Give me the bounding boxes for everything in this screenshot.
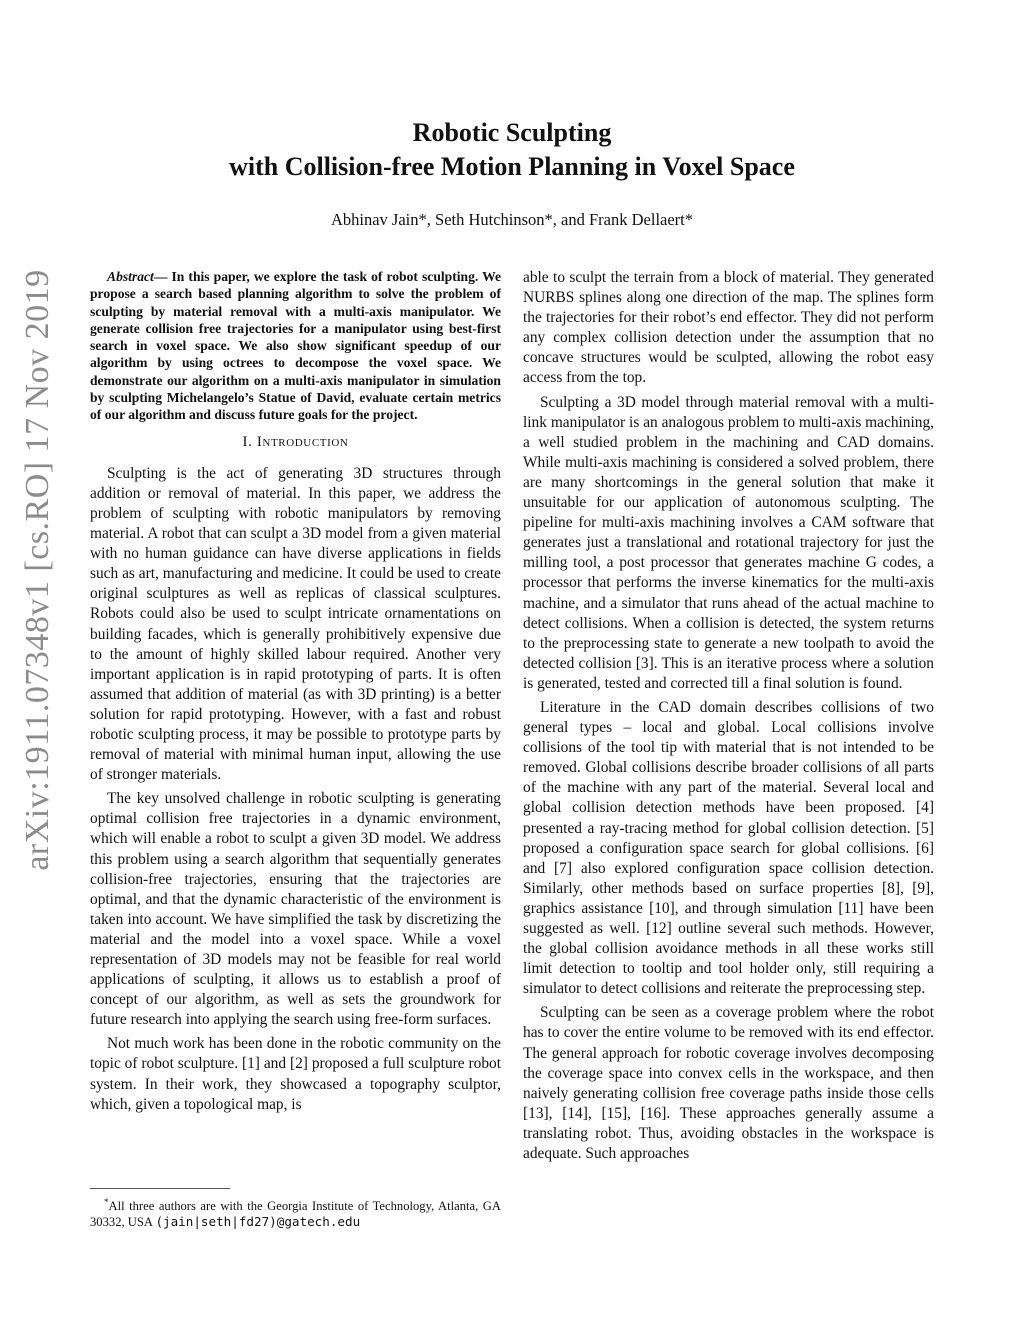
section-title: Introduction (256, 433, 349, 450)
section-heading-introduction (90, 432, 501, 452)
right-paragraph-1: able to sculpt the terrain from a block of material. They generated NURBS splines along one direction of the map. The splines form the trajectories for their robot’s end effector. They did not perform any complex collision detection under the assumption that no concave structures would be sculpted, allowing the robot easy access from the top. (523, 269, 934, 387)
arxiv-id-text: arXiv:1911.07348v1 [cs.RO] 17 Nov 2019 (19, 269, 56, 871)
intro-paragraph-2: The key unsolved challenge in robotic sculpting is generating optimal collision free trajectories in a dynamic environment, which will enable a robot to sculpt a given 3D model. We address this problem using a search algorithm that sequentially generates collision-free trajectories, ensuring that the trajectories are optimal, and that the dynamic characteristic of the environment is taken into account. We have simplified the task by discretizing the material and the model into a voxel space. While a voxel representation of 3D models may not be feasible for real world applications of sculpting, it allows us to establish a proof of concept of our algorithm, as well as sets the groundwork for future research into applying the search using free-form surfaces. (90, 790, 501, 1029)
footnote-email: (jain|seth|fd27)@gatech.edu (155, 1214, 361, 1230)
title-line-2: with Collision-free Motion Planning in Voxel Space (229, 152, 795, 181)
intro-paragraph-1: Sculpting is the act of generating 3D structures through addition or removal of material. In this paper, we address the problem of sculpting with robotic manipulators by removing material. A robot that can sculpt a 3D model from a given material with no human guidance can have diverse applications in fields such as art, manufacturing and medicine. It could be used to create original sculptures as well as replicas of classical sculptures. Robots could also be used to sculpt intricate ornamentations on building facades, which is generally prohibitively expensive due to the amount of highly skilled labour required. Another very important application is in rapid prototyping of parts. It is often assumed that addition of material (as with 3D printing) is a better solution for rapid prototyping. However, with a fast and robust robotic sculpting process, it may be possible to prototype parts by removal of material with minimal human input, allowing the use of stronger materials. (90, 464, 501, 784)
right-column (523, 268, 934, 1168)
intro-paragraph-3: Not much work has been done in the robotic community on the topic of robot sculpture. [1] and [2] proposed a full sculpture robot system. In their work, they showcased a topography sculptor, which, given a topological map, is (90, 1035, 501, 1113)
left-column (90, 268, 501, 1119)
footnote-text: All three authors are with the Georgia Institute of Technology, Atlanta, GA 30332, USA (90, 1199, 501, 1230)
right-paragraph-2: Sculpting a 3D model through material removal with a multi-link manipulator is an analogous problem to multi-axis machining, a well studied problem in the machining and CAD domains. While multi-axis machining is considered a solved problem, there are many shortcomings in the general solution that make it unsuitable for our application of autonomous sculpting. The pipeline for multi-axis machining involves a CAM software that generates just a translational and rotational trajectory for just the milling tool, a post processor that generates machine G codes, a processor that performs the inverse kinematics for the multi-axis machine, and a simulator that runs ahead of the actual machine to detect collisions. When a collision is detected, the system returns to the preprocessing state to generate a new toolpath to avoid the detected collision [3]. This is an iterative process where a solution is generated, tested and corrected till a final solution is found. (523, 393, 934, 692)
right-paragraph-3: Literature in the CAD domain describes collisions of two general types – local and global. Local collisions involve collisions of the tool tip with material that is not intended to be removed. Global collisions describe broader collisions of all parts of the machine with any part of the material. Several local and global collision detection methods have been proposed. [4] presented a ray-tracing method for global collision detection. [5] proposed a configuration space search for global collisions. [6] and [7] also explored configuration space collision detection. Similarly, other methods based on surface properties [8], [9], graphics assistance [10], and through simulation [11] have been suggested as well. [12] outline several such methods. However, the global collision avoidance methods in all these works still limit detection to tooltip and tool holder only, still requiring a simulator to detect collisions and reiterate the preprocessing step. (523, 698, 934, 998)
abstract-text: — In this paper, we explore the task of robot sculpting. We propose a search based planning algorithm to solve the problem of sculpting by material removal with a multi-axis manipulator. We generate collision free trajectories for a manipulator using best-first search in voxel space. We also show significant speedup of our algorithm by using octrees to decompose the voxel space. We demonstrate our algorithm on a multi-axis manipulator in simulation by sculpting Michelangelo’s Statue of David, evaluate certain metrics of our algorithm and discuss future goals for the project. (90, 269, 501, 423)
footnote-divider (90, 1188, 230, 1189)
author-list: Abhinav Jain*, Seth Hutchinson*, and Frank Dellaert* (330, 210, 694, 229)
footnote-marker: * (104, 1197, 109, 1207)
abstract (90, 268, 501, 424)
title-line-1: Robotic Sculpting (412, 118, 612, 147)
section-number: I. (242, 433, 257, 450)
footnote (90, 1194, 501, 1230)
paper-title (100, 116, 924, 184)
abstract-label: Abstract (107, 269, 154, 284)
right-paragraph-4: Sculpting can be seen as a coverage problem where the robot has to cover the entire volume to be removed with its end effector. The general approach for robotic coverage involves decomposing the coverage space into convex cells in the workspace, and then naively generating collision free coverage paths inside those cells [13], [14], [15], [16]. These approaches generally assume a translating robot. Thus, avoiding obstacles in the workspace is adequate. Such approaches (523, 1004, 934, 1163)
arxiv-identifier-stamp (8, 170, 68, 970)
